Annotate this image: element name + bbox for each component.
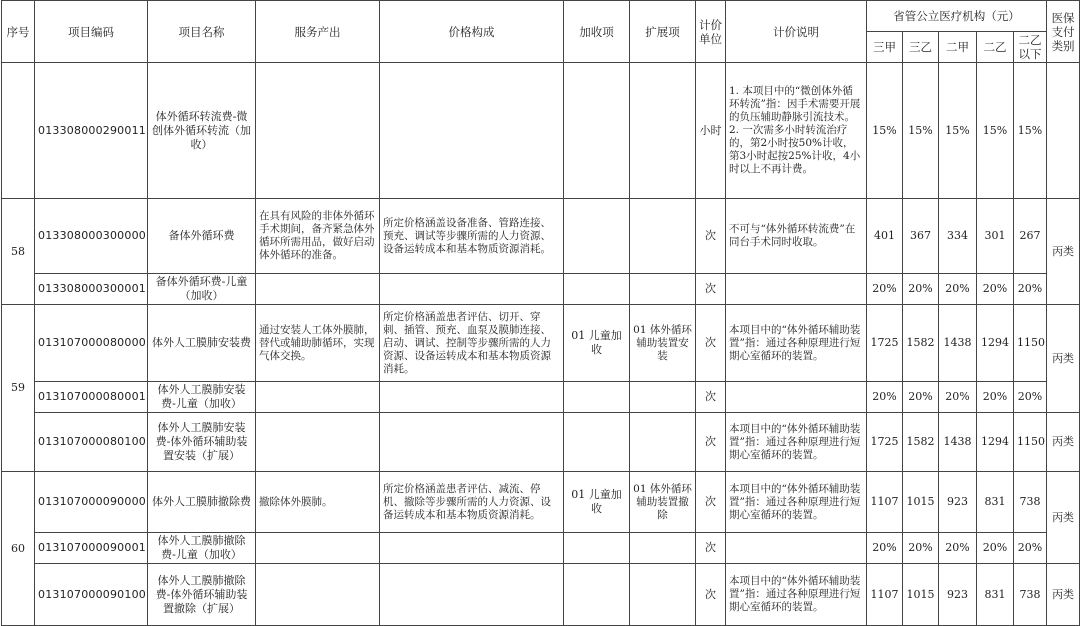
desc-cell: 1. 本项目中的“微创体外循环转流”指：因手术需要开展的负压辅助静脉引流技术。 2. 一次需多小时转流治疗的，第2小时按50%计收，第3小时起按25%计收，4小时以上不再计费。: [726, 63, 867, 199]
service-cell: [256, 564, 380, 626]
price-grade-4: 1294: [977, 305, 1014, 382]
price-grade-2: 1582: [903, 305, 939, 382]
addon-cell: [564, 274, 630, 305]
price-grade-3: 20%: [939, 533, 977, 564]
price-grade-4: 831: [977, 472, 1014, 533]
insurance-cell: 丙类: [1047, 199, 1080, 305]
service-cell: 通过安装人工体外膜肺，替代或辅助肺循环，实现气体交换。: [256, 305, 380, 382]
header-grade-1: 三甲: [867, 32, 903, 63]
desc-cell: [726, 274, 867, 305]
code-cell: 013107000080000: [35, 305, 148, 382]
code-cell: 013107000080100: [35, 413, 148, 472]
composition-cell: 所定价格涵盖患者评估、减流、停机、撤除等步骤所需的人力资源、设备运转成本和基本物质资源消耗。: [380, 472, 564, 533]
price-grade-3: 334: [939, 199, 977, 274]
header-grade-4: 二乙: [977, 32, 1014, 63]
name-cell: 体外人工膜肺安装费-体外循环辅助装置安装（扩展）: [148, 413, 256, 472]
header-grade-5: 二乙以下: [1014, 32, 1047, 63]
price-grade-5: 738: [1014, 472, 1047, 533]
table-row: [2, 305, 1080, 382]
service-cell: [256, 274, 380, 305]
price-grade-4: 20%: [977, 274, 1014, 305]
code-cell: 013308000290011: [35, 63, 148, 199]
price-grade-1: 1725: [867, 413, 903, 472]
seq-cell: 59: [2, 305, 35, 472]
service-cell: [256, 63, 380, 199]
price-grade-2: 15%: [903, 63, 939, 199]
composition-cell: [380, 413, 564, 472]
code-cell: 013308000300000: [35, 199, 148, 274]
header-grade-2: 三乙: [903, 32, 939, 63]
desc-cell: 不可与“体外循环转流费”在同台手术同时收取。: [726, 199, 867, 274]
header-grade-3: 二甲: [939, 32, 977, 63]
price-grade-2: 1582: [903, 413, 939, 472]
price-grade-4: 301: [977, 199, 1014, 274]
composition-cell: [380, 564, 564, 626]
price-grade-5: 20%: [1014, 533, 1047, 564]
name-cell: 备体外循环费-儿童（加收）: [148, 274, 256, 305]
table-row: [2, 564, 1080, 626]
addon-cell: 01 儿童加收: [564, 472, 630, 533]
price-grade-2: 1015: [903, 472, 939, 533]
price-grade-1: 401: [867, 199, 903, 274]
extension-cell: [630, 382, 696, 413]
composition-cell: [380, 63, 564, 199]
price-grade-1: 20%: [867, 274, 903, 305]
composition-cell: [380, 382, 564, 413]
name-cell: 体外人工膜肺撤除费-儿童（加收）: [148, 533, 256, 564]
price-grade-3: 1438: [939, 413, 977, 472]
desc-cell: [726, 533, 867, 564]
unit-cell: 小时: [696, 63, 726, 199]
price-grade-4: 831: [977, 564, 1014, 626]
price-grade-3: 20%: [939, 274, 977, 305]
price-grade-5: 20%: [1014, 274, 1047, 305]
seq-cell: [2, 63, 35, 199]
price-grade-4: 20%: [977, 382, 1014, 413]
desc-cell: 本项目中的“体外循环辅助装置”指：通过各种原理进行短期心室循环的装置。: [726, 564, 867, 626]
unit-cell: 次: [696, 274, 726, 305]
header-seq: 序号: [2, 1, 35, 63]
unit-cell: 次: [696, 564, 726, 626]
service-cell: [256, 533, 380, 564]
header-extension: 扩展项: [630, 1, 696, 63]
unit-cell: 次: [696, 413, 726, 472]
price-grade-4: 15%: [977, 63, 1014, 199]
extension-cell: [630, 63, 696, 199]
price-grade-5: 267: [1014, 199, 1047, 274]
price-table: [1, 0, 1080, 626]
price-grade-5: 1150: [1014, 305, 1047, 382]
extension-cell: [630, 533, 696, 564]
composition-cell: [380, 533, 564, 564]
name-cell: 体外循环转流费-微创体外循环转流（加收）: [148, 63, 256, 199]
seq-cell: 60: [2, 472, 35, 626]
header-institution-group: 省管公立医疗机构（元）: [867, 1, 1047, 32]
name-cell: 体外人工膜肺安装费: [148, 305, 256, 382]
unit-cell: 次: [696, 472, 726, 533]
extension-cell: 01 体外循环辅助装置安装: [630, 305, 696, 382]
desc-cell: [726, 382, 867, 413]
insurance-cell: 丙类: [1047, 305, 1080, 413]
extension-cell: [630, 564, 696, 626]
price-grade-3: 15%: [939, 63, 977, 199]
header-composition: 价格构成: [380, 1, 564, 63]
service-cell: 撤除体外膜肺。: [256, 472, 380, 533]
unit-cell: 次: [696, 199, 726, 274]
price-grade-4: 1294: [977, 413, 1014, 472]
price-grade-1: 1107: [867, 472, 903, 533]
composition-cell: 所定价格涵盖患者评估、切开、穿刺、插管、预充、血泵及膜肺连接、启动、调试、控制等步骤所需的人力资源、设备运转成本和基本物质资源消耗。: [380, 305, 564, 382]
addon-cell: [564, 564, 630, 626]
price-grade-2: 20%: [903, 274, 939, 305]
price-grade-2: 367: [903, 199, 939, 274]
header-unit: 计价单位: [696, 1, 726, 63]
table-row: [2, 472, 1080, 533]
unit-cell: 次: [696, 305, 726, 382]
header-service: 服务产出: [256, 1, 380, 63]
header-addon: 加收项: [564, 1, 630, 63]
price-grade-3: 1438: [939, 305, 977, 382]
unit-cell: 次: [696, 382, 726, 413]
extension-cell: [630, 199, 696, 274]
desc-cell: 本项目中的“体外循环辅助装置”指：通过各种原理进行短期心室循环的装置。: [726, 472, 867, 533]
price-grade-5: 20%: [1014, 382, 1047, 413]
table-row: [2, 413, 1080, 472]
service-cell: 在具有风险的非体外循环手术期间，备齐紧急体外循环所需用品，做好启动体外循环的准备。: [256, 199, 380, 274]
price-grade-1: 20%: [867, 382, 903, 413]
price-grade-1: 1725: [867, 305, 903, 382]
name-cell: 体外人工膜肺安装费-儿童（加收）: [148, 382, 256, 413]
composition-cell: 所定价格涵盖设备准备、管路连接、预充、调试等步骤所需的人力资源、设备运转成本和基本物质资源消耗。: [380, 199, 564, 274]
price-grade-5: 15%: [1014, 63, 1047, 199]
insurance-cell: 丙类: [1047, 564, 1080, 626]
addon-cell: [564, 413, 630, 472]
price-grade-5: 738: [1014, 564, 1047, 626]
price-grade-3: 20%: [939, 382, 977, 413]
price-grade-2: 20%: [903, 533, 939, 564]
name-cell: 备体外循环费: [148, 199, 256, 274]
service-cell: [256, 382, 380, 413]
insurance-cell: 丙类: [1047, 472, 1080, 564]
price-grade-3: 923: [939, 472, 977, 533]
composition-cell: [380, 274, 564, 305]
header-name: 项目名称: [148, 1, 256, 63]
addon-cell: 01 儿童加收: [564, 305, 630, 382]
price-grade-4: 20%: [977, 533, 1014, 564]
table-row: [2, 274, 1080, 305]
price-grade-5: 1150: [1014, 413, 1047, 472]
code-cell: 013107000090100: [35, 564, 148, 626]
addon-cell: [564, 199, 630, 274]
name-cell: 体外人工膜肺撤除费-体外循环辅助装置撤除（扩展）: [148, 564, 256, 626]
header-code: 项目编码: [35, 1, 148, 63]
table-row: [2, 63, 1080, 199]
extension-cell: [630, 274, 696, 305]
extension-cell: 01 体外循环辅助装置撤除: [630, 472, 696, 533]
code-cell: 013107000080001: [35, 382, 148, 413]
service-cell: [256, 413, 380, 472]
table-row: [2, 199, 1080, 274]
unit-cell: 次: [696, 533, 726, 564]
desc-cell: 本项目中的“体外循环辅助装置”指：通过各种原理进行短期心室循环的装置。: [726, 305, 867, 382]
insurance-cell: 丙类: [1047, 413, 1080, 472]
code-cell: 013107000090000: [35, 472, 148, 533]
name-cell: 体外人工膜肺撤除费: [148, 472, 256, 533]
price-grade-1: 15%: [867, 63, 903, 199]
code-cell: 013308000300001: [35, 274, 148, 305]
price-grade-1: 1107: [867, 564, 903, 626]
addon-cell: [564, 63, 630, 199]
header-insurance: 医保支付类别: [1047, 1, 1080, 63]
price-grade-2: 20%: [903, 382, 939, 413]
desc-cell: 本项目中的“体外循环辅助装置”指：通过各种原理进行短期心室循环的装置。: [726, 413, 867, 472]
insurance-cell: [1047, 63, 1080, 199]
price-grade-3: 923: [939, 564, 977, 626]
price-grade-1: 20%: [867, 533, 903, 564]
addon-cell: [564, 382, 630, 413]
code-cell: 013107000090001: [35, 533, 148, 564]
extension-cell: [630, 413, 696, 472]
price-grade-2: 1015: [903, 564, 939, 626]
addon-cell: [564, 533, 630, 564]
table-row: [2, 382, 1080, 413]
table-row: [2, 533, 1080, 564]
seq-cell: 58: [2, 199, 35, 305]
header-desc: 计价说明: [726, 1, 867, 63]
